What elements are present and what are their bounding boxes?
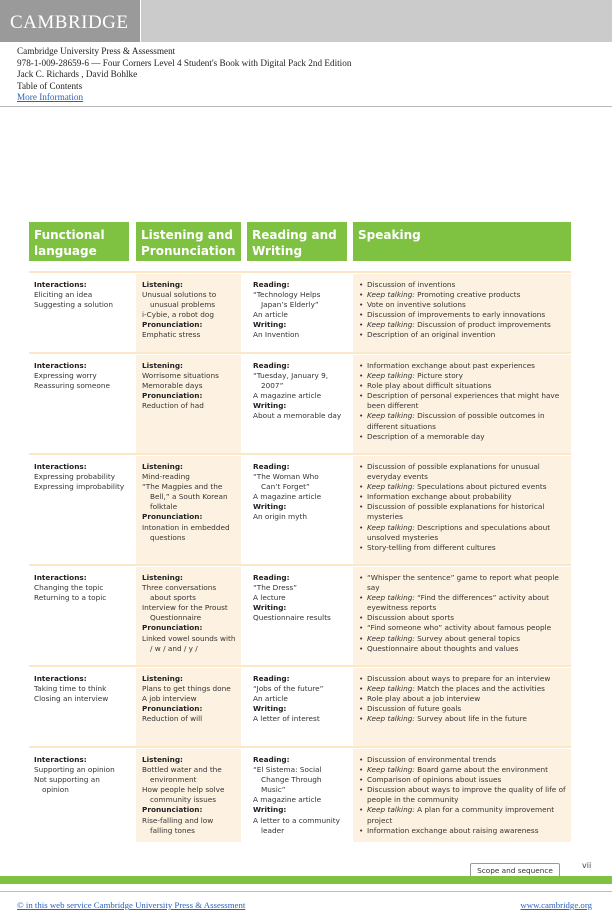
cell-line: Unusual solutions to bbox=[142, 290, 217, 300]
cell-subheading: Listening: bbox=[142, 280, 183, 289]
cell-speaking bbox=[359, 674, 571, 724]
keep-talking-label: Keep talking: bbox=[367, 684, 415, 694]
cell-subheading: Interactions: bbox=[34, 755, 87, 764]
keep-talking-label: Keep talking: bbox=[367, 482, 415, 492]
cell-subheading: Reading: bbox=[253, 674, 290, 683]
cell-line: folktale bbox=[150, 502, 178, 512]
speaking-item: • Comparison of opinions about issues bbox=[359, 775, 571, 785]
keep-talking-label: Keep talking: bbox=[367, 633, 415, 643]
speaking-item: • Discussion of environmental trends bbox=[359, 755, 571, 765]
cell-subheading: Listening: bbox=[142, 674, 183, 683]
cell-subheading: Pronunciation: bbox=[142, 512, 203, 522]
speaking-item: • Keep talking: Speculations about pictured events bbox=[359, 482, 571, 492]
speaking-item: • Discussion of possible explanations for historical mysteries bbox=[359, 502, 571, 522]
header-divider bbox=[0, 106, 612, 107]
cell-line: An article bbox=[253, 310, 288, 320]
column-header-listening: Listening and Pronunciation bbox=[136, 222, 241, 261]
meta-authors: Jack C. Richards , David Bohlke bbox=[17, 69, 138, 80]
cell-line: opinion bbox=[42, 785, 69, 795]
cell-line: Expressing probability bbox=[34, 472, 116, 482]
cell-speaking bbox=[359, 573, 571, 654]
keep-talking-label: Keep talking: bbox=[367, 290, 415, 300]
cell-line: Bottled water and the bbox=[142, 765, 222, 775]
cell-line: Reassuring someone bbox=[34, 381, 110, 391]
cell-functional bbox=[34, 462, 129, 492]
speaking-list bbox=[359, 674, 571, 724]
cell-listening bbox=[142, 462, 242, 543]
cell-reading bbox=[253, 755, 348, 836]
cell-line: Emphatic stress bbox=[142, 330, 201, 340]
cell-line: “Technology Helps bbox=[253, 290, 321, 300]
row-divider bbox=[29, 564, 571, 566]
speaking-item: • Description of an original invention bbox=[359, 330, 571, 340]
cell-line: “Jobs of the future” bbox=[253, 684, 324, 694]
cell-line: A magazine article bbox=[253, 795, 322, 805]
cell-subheading: Pronunciation: bbox=[142, 805, 203, 815]
cell-functional bbox=[34, 361, 129, 391]
speaking-item: • Keep talking: Board game about the environment bbox=[359, 765, 571, 775]
cell-line: Not supporting an bbox=[34, 775, 100, 785]
cell-line: An article bbox=[253, 694, 288, 704]
cell-line: Japan’s Elderly” bbox=[261, 300, 319, 310]
cell-line: Intonation in embedded bbox=[142, 522, 230, 532]
cell-line: Rise-falling and low bbox=[142, 815, 214, 825]
row-divider bbox=[29, 352, 571, 354]
cell-listening bbox=[142, 573, 242, 654]
speaking-list bbox=[359, 755, 571, 836]
cell-line: A job interview bbox=[142, 694, 197, 704]
cell-subheading: Listening: bbox=[142, 361, 183, 370]
row-divider bbox=[29, 746, 571, 748]
speaking-item: • Description of personal experiences that might have been different bbox=[359, 391, 571, 411]
speaking-item: • Questionnaire about thoughts and values bbox=[359, 644, 571, 654]
cell-line: community issues bbox=[150, 795, 217, 805]
more-information-link[interactable]: More Information bbox=[17, 92, 84, 103]
speaking-list bbox=[359, 361, 571, 442]
cell-line: unusual problems bbox=[150, 300, 216, 310]
cell-reading bbox=[253, 674, 348, 724]
speaking-item: • Information exchange about probability bbox=[359, 492, 571, 502]
cell-line: Plans to get things done bbox=[142, 684, 231, 694]
speaking-item: • Keep talking: “Find the differences” activity about eyewitness reports bbox=[359, 593, 571, 613]
footer-green-bar bbox=[0, 876, 612, 884]
cell-subheading: Interactions: bbox=[34, 280, 87, 289]
cell-line: i-Cybie, a robot dog bbox=[142, 310, 214, 320]
cell-listening bbox=[142, 280, 242, 341]
cell-line: Music” bbox=[261, 785, 286, 795]
cell-line: “The Dress” bbox=[253, 583, 298, 593]
speaking-item: • Discussion of improvements to early innovations bbox=[359, 310, 571, 320]
cell-line: Can’t Forget” bbox=[261, 482, 310, 492]
cell-speaking bbox=[359, 462, 571, 553]
cell-line: “Tuesday, January 9, bbox=[253, 371, 329, 381]
speaking-item: • Keep talking: A plan for a community improvement project bbox=[359, 805, 571, 825]
cell-line: questions bbox=[150, 532, 186, 542]
cell-line: Expressing improbability bbox=[34, 482, 125, 492]
cell-line: A magazine article bbox=[253, 492, 322, 502]
publisher-logo bbox=[0, 0, 141, 42]
cell-functional bbox=[34, 573, 129, 603]
book-meta bbox=[17, 46, 351, 104]
speaking-item: • Discussion of future goals bbox=[359, 704, 571, 714]
row-divider bbox=[29, 665, 571, 667]
cell-line: Supporting an opinion bbox=[34, 765, 115, 775]
cell-subheading: Writing: bbox=[253, 603, 287, 613]
speaking-item: • Keep talking: Picture story bbox=[359, 371, 571, 381]
cell-line: A magazine article bbox=[253, 391, 322, 401]
cell-line: How people help solve bbox=[142, 785, 225, 795]
logo-text: CAMBRIDGE bbox=[10, 12, 129, 33]
speaking-item: • Discussion of inventions bbox=[359, 280, 571, 290]
cell-line: Memorable days bbox=[142, 381, 203, 391]
cell-line: leader bbox=[261, 825, 285, 835]
cell-reading bbox=[253, 361, 348, 422]
cell-line: About a memorable day bbox=[253, 411, 342, 421]
keep-talking-label: Keep talking: bbox=[367, 593, 415, 603]
cell-listening bbox=[142, 361, 242, 411]
cell-line: Reduction of had bbox=[142, 401, 204, 411]
meta-section: Table of Contents bbox=[17, 80, 83, 91]
cell-line: Questionnaire results bbox=[253, 613, 331, 623]
cell-line: A letter to a community bbox=[253, 815, 340, 825]
cell-functional bbox=[34, 674, 129, 704]
keep-talking-label: Keep talking: bbox=[367, 765, 415, 775]
cell-line: “The Magpies and the bbox=[142, 482, 223, 492]
cell-subheading: Pronunciation: bbox=[142, 391, 203, 401]
speaking-item: • Vote on inventive solutions bbox=[359, 300, 571, 310]
meta-isbn-title: 978-1-009-28659-6 — Four Corners Level 4 Student's Book with Digital Pack 2nd Edition bbox=[17, 57, 352, 68]
cell-subheading: Reading: bbox=[253, 361, 290, 370]
speaking-item: • Keep talking: Survey about life in the future bbox=[359, 714, 571, 724]
cell-subheading: Reading: bbox=[253, 462, 290, 471]
cell-line: / w / and / y / bbox=[150, 643, 198, 653]
speaking-item: • Discussion about ways to prepare for an interview bbox=[359, 674, 571, 684]
cell-line: An origin myth bbox=[253, 512, 307, 522]
cell-reading bbox=[253, 280, 348, 341]
speaking-item: • Role play about a job interview bbox=[359, 694, 571, 704]
cell-subheading: Reading: bbox=[253, 573, 290, 582]
cell-line: Questionnaire bbox=[150, 613, 202, 623]
cell-line: “The Woman Who bbox=[253, 472, 319, 482]
cell-line: “El Sistema: Social bbox=[253, 765, 322, 775]
speaking-item: • Information exchange about past experiences bbox=[359, 361, 571, 371]
cell-line: An Invention bbox=[253, 330, 300, 340]
page-number: vii bbox=[582, 861, 592, 870]
cell-subheading: Writing: bbox=[253, 805, 287, 815]
keep-talking-label: Keep talking: bbox=[367, 805, 415, 815]
copyright-link[interactable]: © in this web service Cambridge University Press & Assessment bbox=[17, 900, 246, 910]
cell-subheading: Pronunciation: bbox=[142, 623, 203, 633]
cell-listening bbox=[142, 755, 242, 836]
cell-line: environment bbox=[150, 775, 197, 785]
footer-divider bbox=[0, 891, 612, 892]
cell-subheading: Reading: bbox=[253, 755, 290, 764]
cell-subheading: Reading: bbox=[253, 280, 290, 289]
cell-listening bbox=[142, 674, 242, 724]
cell-subheading: Writing: bbox=[253, 502, 287, 512]
cell-subheading: Pronunciation: bbox=[142, 704, 203, 714]
speaking-list bbox=[359, 280, 571, 341]
speaking-item: • Information exchange about raising awareness bbox=[359, 826, 571, 836]
column-header-functional: Functional language bbox=[29, 222, 129, 261]
cell-line: about sports bbox=[150, 593, 196, 603]
cell-subheading: Interactions: bbox=[34, 462, 87, 471]
speaking-item: • Keep talking: Survey about general topics bbox=[359, 634, 571, 644]
cell-line: Reduction of will bbox=[142, 714, 203, 724]
cell-subheading: Interactions: bbox=[34, 361, 87, 370]
cell-line: Changing the topic bbox=[34, 583, 104, 593]
cell-line: A lecture bbox=[253, 593, 286, 603]
cell-line: Suggesting a solution bbox=[34, 300, 113, 310]
speaking-item: • Description of a memorable day bbox=[359, 432, 571, 442]
top-bar bbox=[0, 0, 612, 42]
keep-talking-label: Keep talking: bbox=[367, 371, 415, 381]
cell-reading bbox=[253, 462, 348, 523]
cell-line: falling tones bbox=[150, 825, 195, 835]
keep-talking-label: Keep talking: bbox=[367, 522, 415, 532]
speaking-item: • Keep talking: Descriptions and speculations about unsolved mysteries bbox=[359, 523, 571, 543]
speaking-item: • Keep talking: Discussion of possible outcomes in different situations bbox=[359, 411, 571, 431]
cell-line: 2007” bbox=[261, 381, 284, 391]
cell-subheading: Writing: bbox=[253, 320, 287, 330]
cell-subheading: Pronunciation: bbox=[142, 320, 203, 330]
row-divider bbox=[29, 271, 571, 273]
cell-line: Linked vowel sounds with bbox=[142, 633, 236, 643]
speaking-list bbox=[359, 573, 571, 654]
cell-line: Returning to a topic bbox=[34, 593, 107, 603]
meta-publisher: Cambridge University Press & Assessment bbox=[17, 46, 176, 56]
speaking-item: • “Whisper the sentence” game to report what people say bbox=[359, 573, 571, 593]
cell-line: Three conversations bbox=[142, 583, 217, 593]
cell-subheading: Writing: bbox=[253, 704, 287, 714]
cell-subheading: Listening: bbox=[142, 573, 183, 582]
cell-subheading: Listening: bbox=[142, 462, 183, 471]
speaking-item: • Discussion of possible explanations for unusual everyday events bbox=[359, 462, 571, 482]
speaking-list bbox=[359, 462, 571, 553]
cell-line: Mind-reading bbox=[142, 472, 190, 482]
cell-subheading: Writing: bbox=[253, 401, 287, 411]
cell-line: Worrisome situations bbox=[142, 371, 219, 381]
cell-line: Change Through bbox=[261, 775, 322, 785]
speaking-item: • Story-telling from different cultures bbox=[359, 543, 571, 553]
cell-line: Expressing worry bbox=[34, 371, 97, 381]
row-divider bbox=[29, 453, 571, 455]
cell-subheading: Listening: bbox=[142, 755, 183, 764]
speaking-item: • Keep talking: Discussion of product improvements bbox=[359, 320, 571, 330]
speaking-item: • Keep talking: Promoting creative products bbox=[359, 290, 571, 300]
cell-subheading: Interactions: bbox=[34, 573, 87, 582]
scope-and-sequence-button[interactable]: Scope and sequence bbox=[470, 863, 560, 879]
speaking-item: • Discussion about sports bbox=[359, 613, 571, 623]
keep-talking-label: Keep talking: bbox=[367, 714, 415, 724]
cell-speaking bbox=[359, 755, 571, 836]
cell-reading bbox=[253, 573, 348, 623]
cell-line: A letter of interest bbox=[253, 714, 320, 724]
keep-talking-label: Keep talking: bbox=[367, 411, 415, 421]
cell-functional bbox=[34, 280, 129, 310]
keep-talking-label: Keep talking: bbox=[367, 320, 415, 330]
cell-line: Eliciting an idea bbox=[34, 290, 93, 300]
speaking-item: • Keep talking: Match the places and the activities bbox=[359, 684, 571, 694]
column-header-reading: Reading and Writing bbox=[247, 222, 347, 261]
speaking-item: • Discussion about ways to improve the quality of life of people in the community bbox=[359, 785, 571, 805]
cell-speaking bbox=[359, 361, 571, 442]
cell-line: Bell,” a South Korean bbox=[150, 492, 228, 502]
cell-functional bbox=[34, 755, 129, 795]
cell-line: Interview for the Proust bbox=[142, 603, 228, 613]
cell-line: Taking time to think bbox=[34, 684, 107, 694]
cell-line: Closing an interview bbox=[34, 694, 109, 704]
column-header-speaking: Speaking bbox=[353, 222, 571, 261]
cell-speaking bbox=[359, 280, 571, 341]
cell-subheading: Interactions: bbox=[34, 674, 87, 683]
speaking-item: • “Find someone who” activity about famous people bbox=[359, 623, 571, 633]
speaking-item: • Role play about difficult situations bbox=[359, 381, 571, 391]
website-link[interactable]: www.cambridge.org bbox=[520, 900, 592, 910]
